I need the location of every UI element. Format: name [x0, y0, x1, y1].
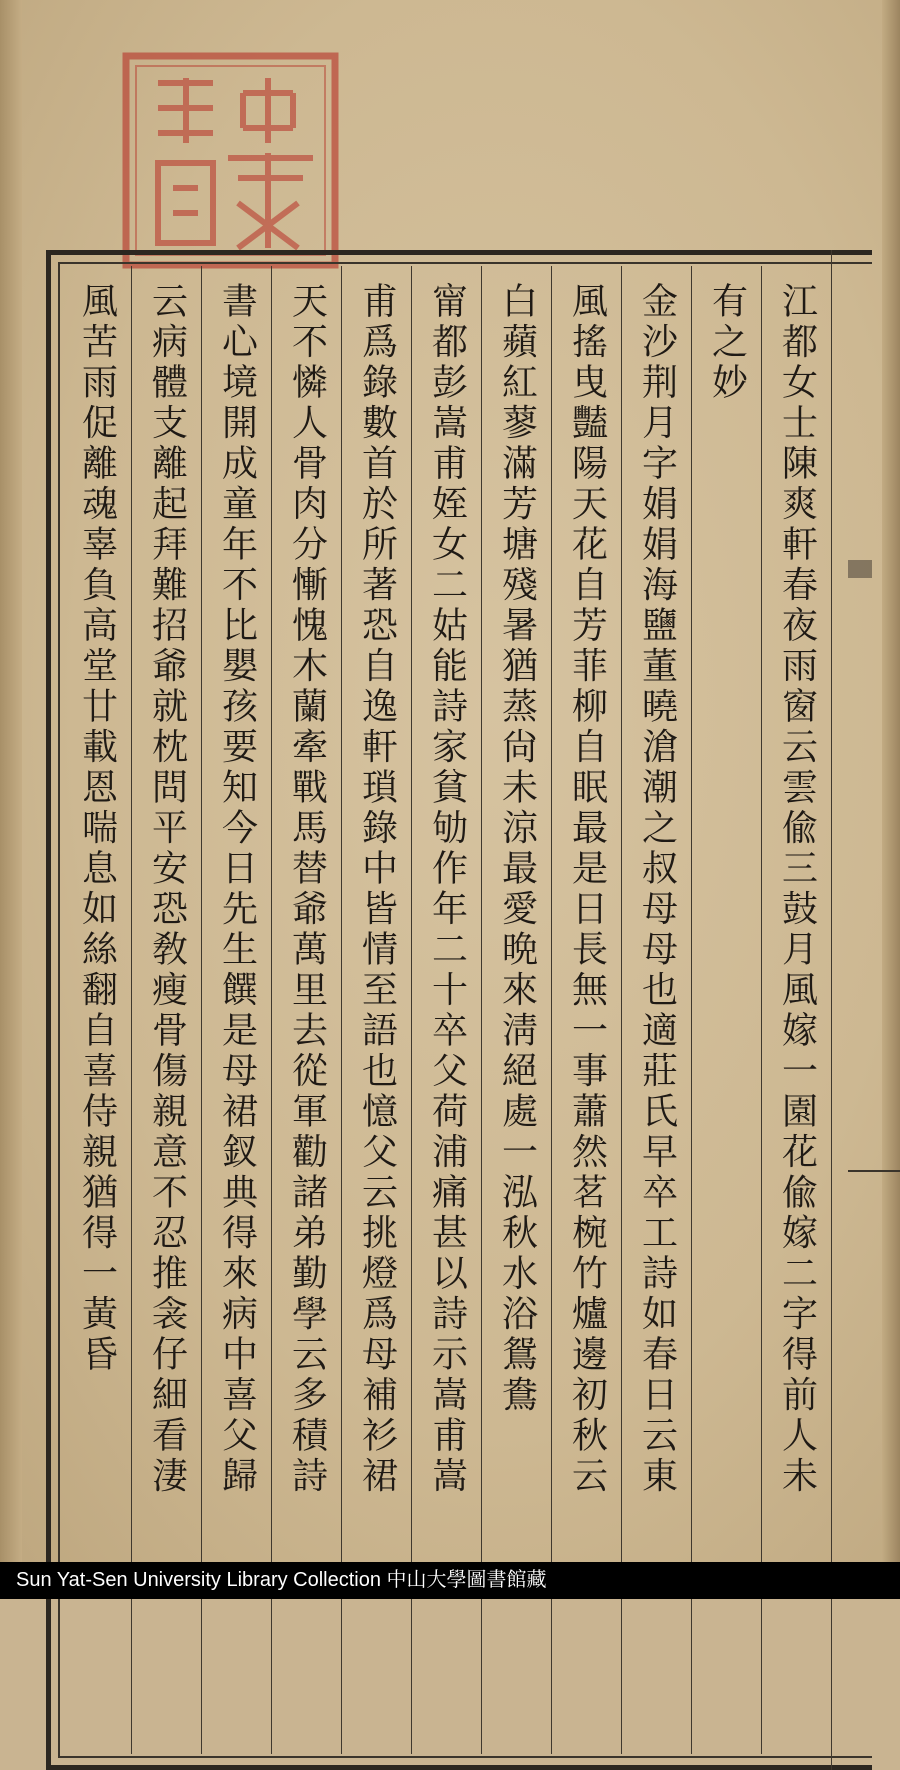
gutter-mark — [848, 560, 872, 578]
column-text: 甫爲錄數首於所著恐自逸軒瑣錄中皆情至語也憶父云挑燈爲母補衫裙 — [356, 282, 398, 1497]
column-text: 風搖曳豔陽天花自芳菲柳自眠最是日長無一事蕭然茗椀竹爐邊初秋云 — [566, 282, 608, 1497]
column-text: 金沙荆月字娟娟海鹽董曉滄潮之叔母母也適莊氏早卒工詩如春日云東 — [636, 282, 678, 1497]
text-column-11 — [62, 266, 132, 1754]
collection-caption-bar — [0, 1562, 900, 1599]
text-column-5 — [482, 266, 552, 1754]
column-text: 有之妙 — [706, 282, 748, 404]
text-column-3 — [622, 266, 692, 1754]
text-column-9 — [202, 266, 272, 1754]
spine-line — [848, 1170, 900, 1172]
column-text: 甯都彭嵩甫姪女二姑能詩家貧劬作年二十卒父荷浦痛甚以詩示嵩甫嵩 — [426, 282, 468, 1497]
text-column-6 — [412, 266, 482, 1754]
text-column-2 — [692, 266, 762, 1754]
column-text: 書心境開成童年不比嬰孩要知今日先生饌是母裙釵典得來病中喜父歸 — [216, 282, 258, 1497]
column-text: 風苦雨促離魂辜負高堂廿載恩喘息如絲翻自喜侍親猶得一黃昏 — [76, 282, 118, 1376]
column-text: 江都女士陳爽軒春夜雨窗云雲偸三鼓月風嫁一園花偸嫁二字得前人未 — [776, 282, 818, 1497]
page-edge-right — [882, 0, 900, 1562]
text-column-10 — [132, 266, 202, 1754]
library-seal-stamp — [118, 48, 343, 273]
text-column-4 — [552, 266, 622, 1754]
column-text: 云病體支離起拜難招爺就枕問平安恐敎瘦骨傷親意不忍推衾仔細看淒 — [146, 282, 188, 1497]
column-text: 白蘋紅蓼滿芳塘殘暑猶蒸尙未涼最愛晩來淸絕處一泓秋水浴鴛鴦 — [496, 282, 538, 1416]
page-edge-left — [0, 0, 22, 1562]
column-text: 天不憐人骨肉分慚愧木蘭牽戰馬替爺萬里去從軍勸諸弟勤學云多積詩 — [286, 282, 328, 1497]
text-column-7 — [342, 266, 412, 1754]
text-column-1 — [762, 266, 832, 1754]
collection-caption: Sun Yat-Sen University Library Collection 中山大學圖書館藏 — [16, 1569, 547, 1591]
text-column-8 — [272, 266, 342, 1754]
book-gutter — [831, 250, 873, 1770]
